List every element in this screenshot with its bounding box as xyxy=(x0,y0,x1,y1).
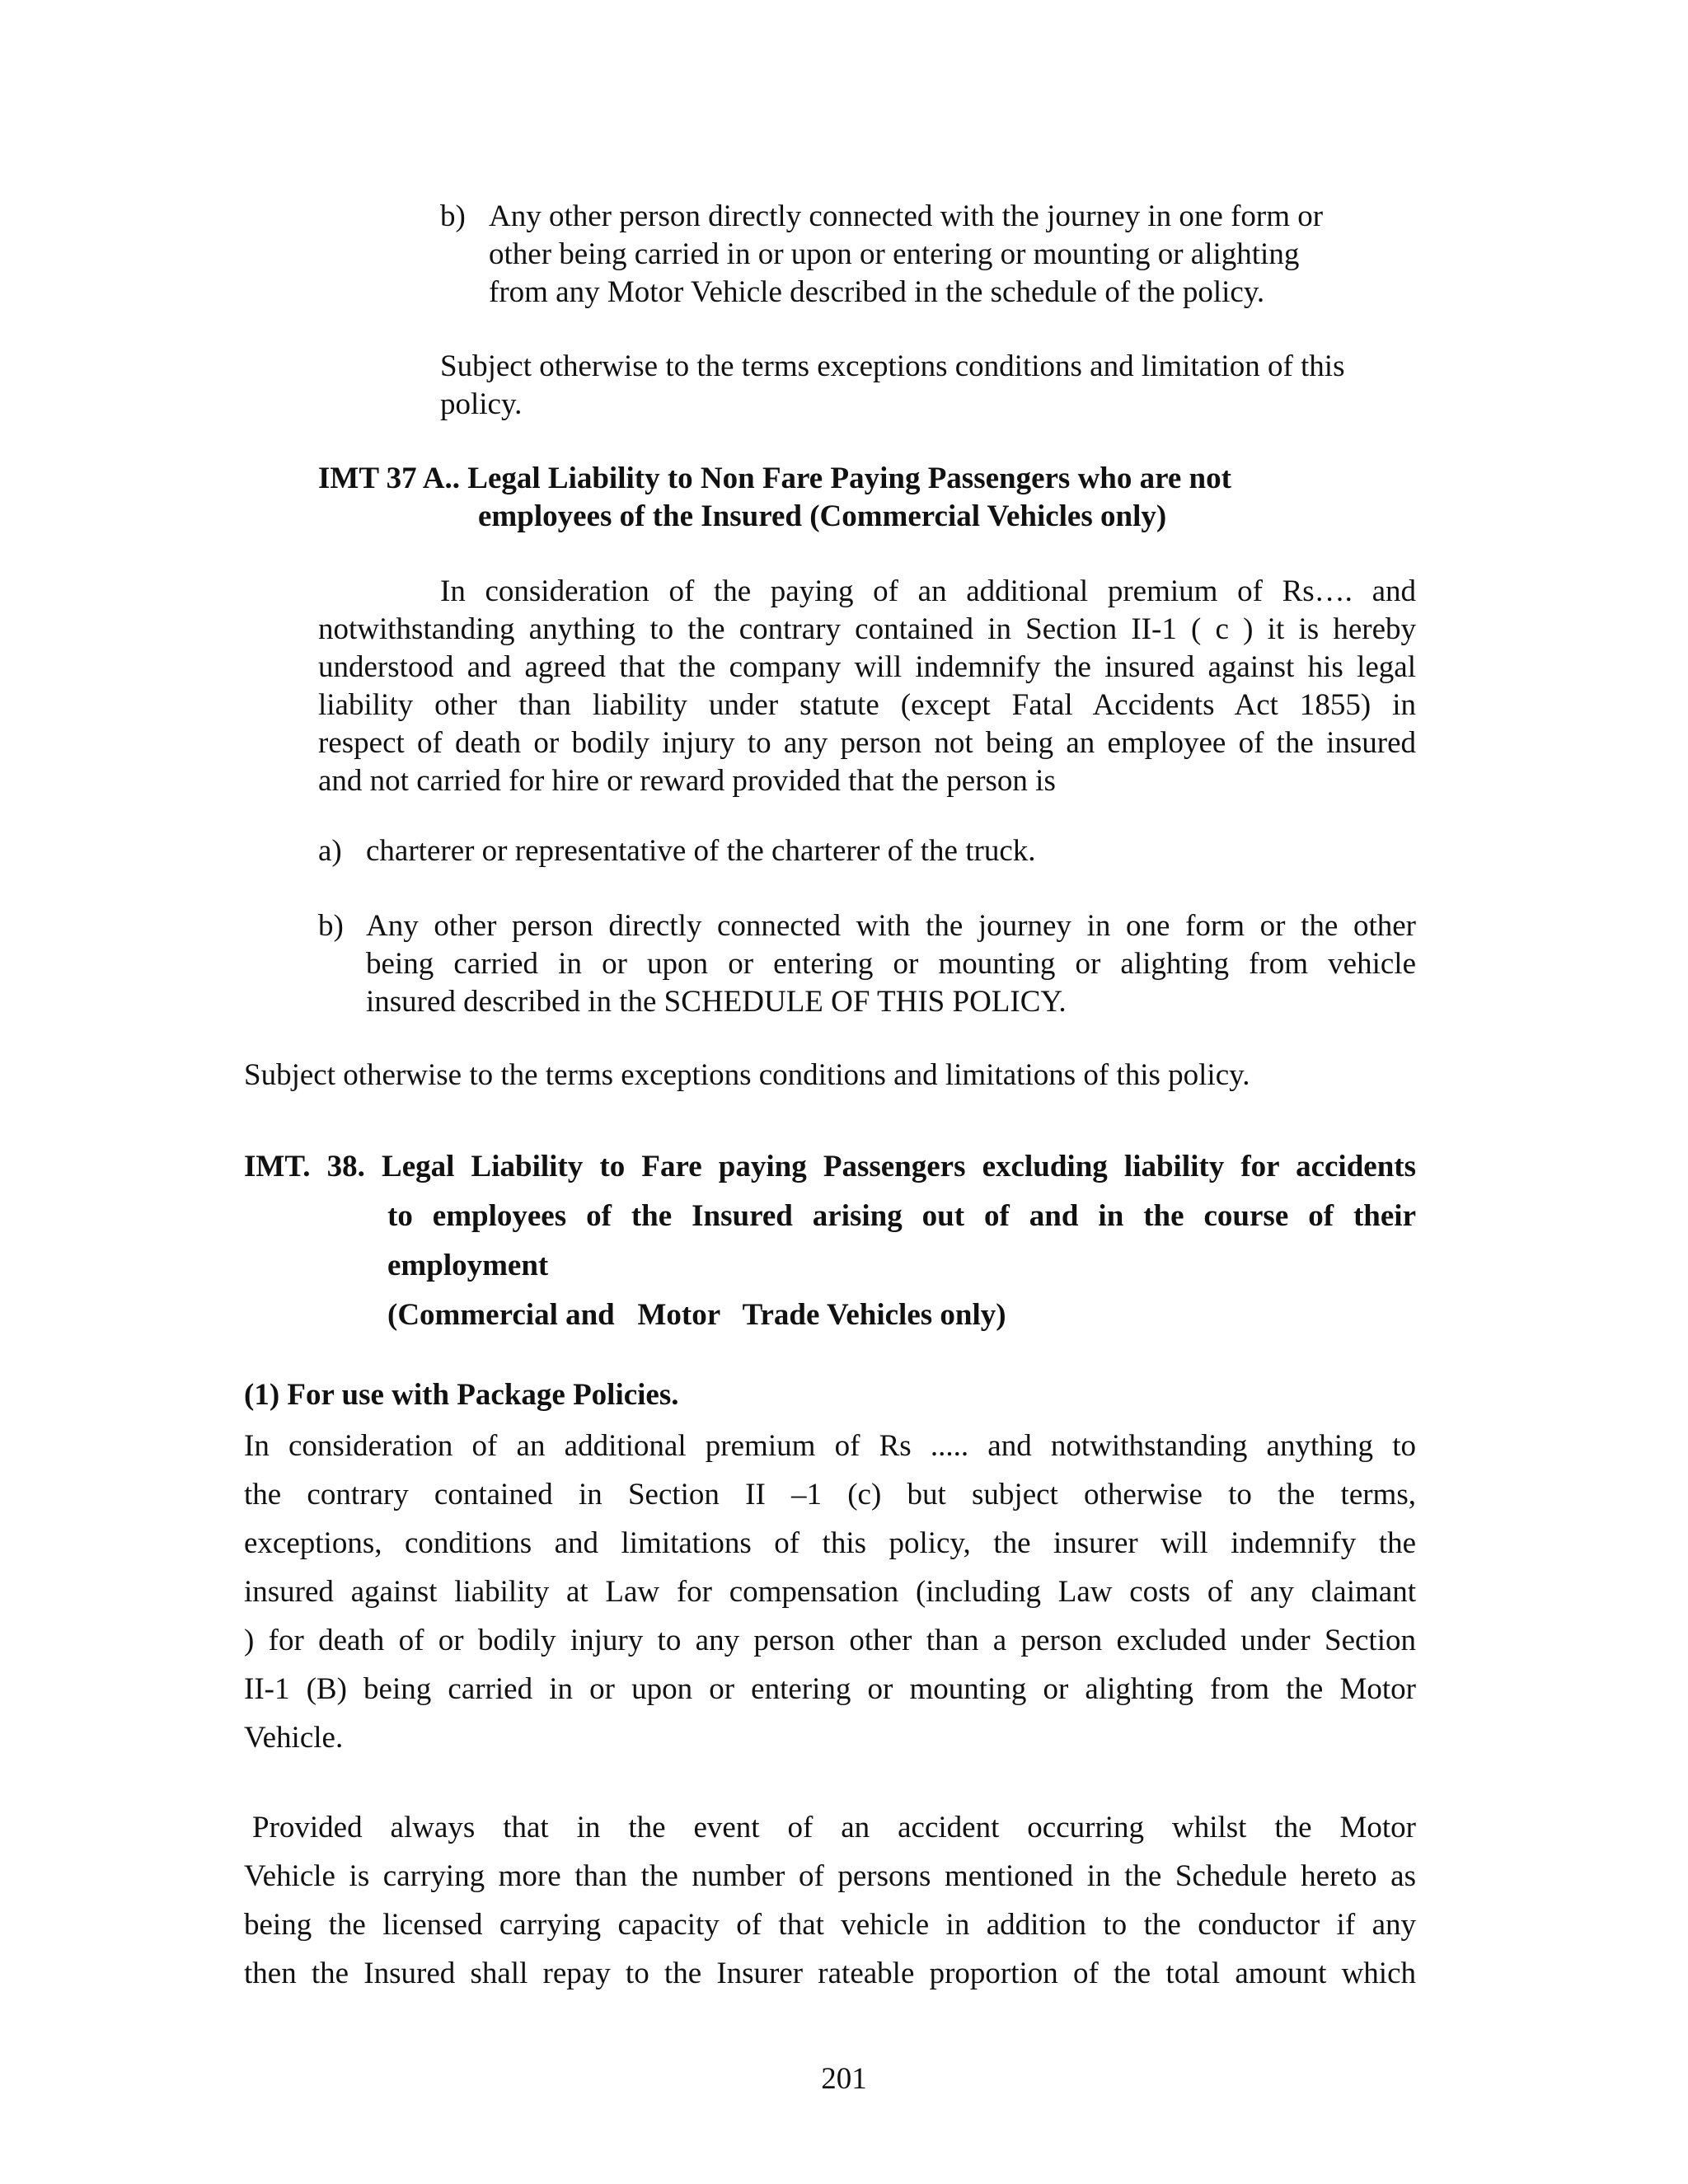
text-line: the contrary contained in Section II –1 (c) but subject otherwise to the terms, xyxy=(244,1478,1416,1511)
text-line: notwithstanding anything to the contrary contained in Section II-1 ( c ) it is hereby xyxy=(318,612,1416,646)
list-marker-a: a) xyxy=(318,834,342,868)
text-line: Subject otherwise to the terms exceptions conditions and limitation of this xyxy=(440,349,1345,383)
imt-38-paragraph-2 xyxy=(244,1803,1416,1998)
text-line: liability other than liability under statute (except Fatal Accidents Act 1855) in xyxy=(318,688,1416,722)
list-item-b xyxy=(366,907,1416,1021)
list-marker-b-top: b) xyxy=(440,199,466,233)
list-item-a xyxy=(366,832,1413,870)
list-item-b-top xyxy=(489,198,1387,312)
text-line: from any Motor Vehicle described in the schedule of the policy. xyxy=(489,275,1265,309)
text-line: Provided always that in the event of an accident occurring whilst the Motor xyxy=(252,1811,1416,1844)
heading-line: IMT 37 A.. Legal Liability to Non Fare Paying Passengers who are not xyxy=(318,462,1231,495)
text-line: Vehicle is carrying more than the number of persons mentioned in the Schedule hereto as xyxy=(244,1859,1416,1893)
text-line: and not carried for hire or reward provided that the person is xyxy=(318,764,1056,798)
text-line: other being carried in or upon or entering or mounting or alighting xyxy=(489,237,1300,271)
subject-clause-2 xyxy=(244,1057,1414,1094)
text-line: policy. xyxy=(440,387,523,421)
imt-37a-heading xyxy=(318,460,1390,536)
text-line: then the Insured shall repay to the Insurer rateable proportion of the total amount which xyxy=(244,1957,1416,1990)
heading-line: employees of the Insured (Commercial Vehicles only) xyxy=(478,499,1167,533)
text-line: being carried in or upon or entering or mounting or alighting from vehicle xyxy=(366,947,1416,981)
text-line: insured described in the SCHEDULE OF THIS POLICY. xyxy=(366,985,1067,1019)
heading-line: IMT. 38. Legal Liability to Fare paying Passengers excluding liability for accidents xyxy=(244,1150,1416,1183)
subject-clause-1 xyxy=(440,348,1413,424)
text-line: Subject otherwise to the terms exceptions conditions and limitations of this policy. xyxy=(244,1058,1250,1092)
text-line: ) for death of or bodily injury to any person other than a person excluded under Section xyxy=(244,1624,1416,1657)
text-line: being the licensed carrying capacity of that vehicle in addition to the conductor if any xyxy=(244,1908,1416,1942)
heading-line: to employees of the Insured arising out of and in the course of their xyxy=(387,1199,1416,1233)
text-line: In consideration of an additional premium of Rs ..... and notwithstanding anything to xyxy=(244,1429,1416,1463)
page-number: 201 xyxy=(821,2062,867,2096)
imt-38-paragraph-1 xyxy=(244,1422,1416,1762)
imt-37a-paragraph xyxy=(318,573,1416,800)
text-line: Vehicle. xyxy=(244,1721,344,1755)
text-line: insured against liability at Law for compensation (including Law costs of any claimant xyxy=(244,1575,1416,1609)
imt-38-heading xyxy=(244,1142,1416,1340)
subheading-line: (1) For use with Package Policies. xyxy=(244,1378,679,1412)
heading-line: (Commercial and Motor Trade Vehicles only) xyxy=(387,1298,1006,1332)
text-line: charterer or representative of the charterer of the truck. xyxy=(366,834,1036,868)
text-line: exceptions, conditions and limitations of this policy, the insurer will indemnify the xyxy=(244,1526,1416,1560)
text-line: Any other person directly connected with the journey in one form or the other xyxy=(366,909,1416,943)
text-line: understood and agreed that the company will indemnify the insured against his legal xyxy=(318,650,1416,684)
text-line: II-1 (B) being carried in or upon or entering or mounting or alighting from the Motor xyxy=(244,1672,1416,1706)
text-line: In consideration of the paying of an additional premium of Rs…. and xyxy=(440,574,1416,608)
list-marker-b: b) xyxy=(318,909,344,943)
text-line: Any other person directly connected with the journey in one form or xyxy=(489,199,1324,233)
package-policies-subheading xyxy=(244,1376,1233,1414)
heading-line: employment xyxy=(387,1249,549,1282)
text-line: respect of death or bodily injury to any person not being an employee of the insured xyxy=(318,726,1416,760)
